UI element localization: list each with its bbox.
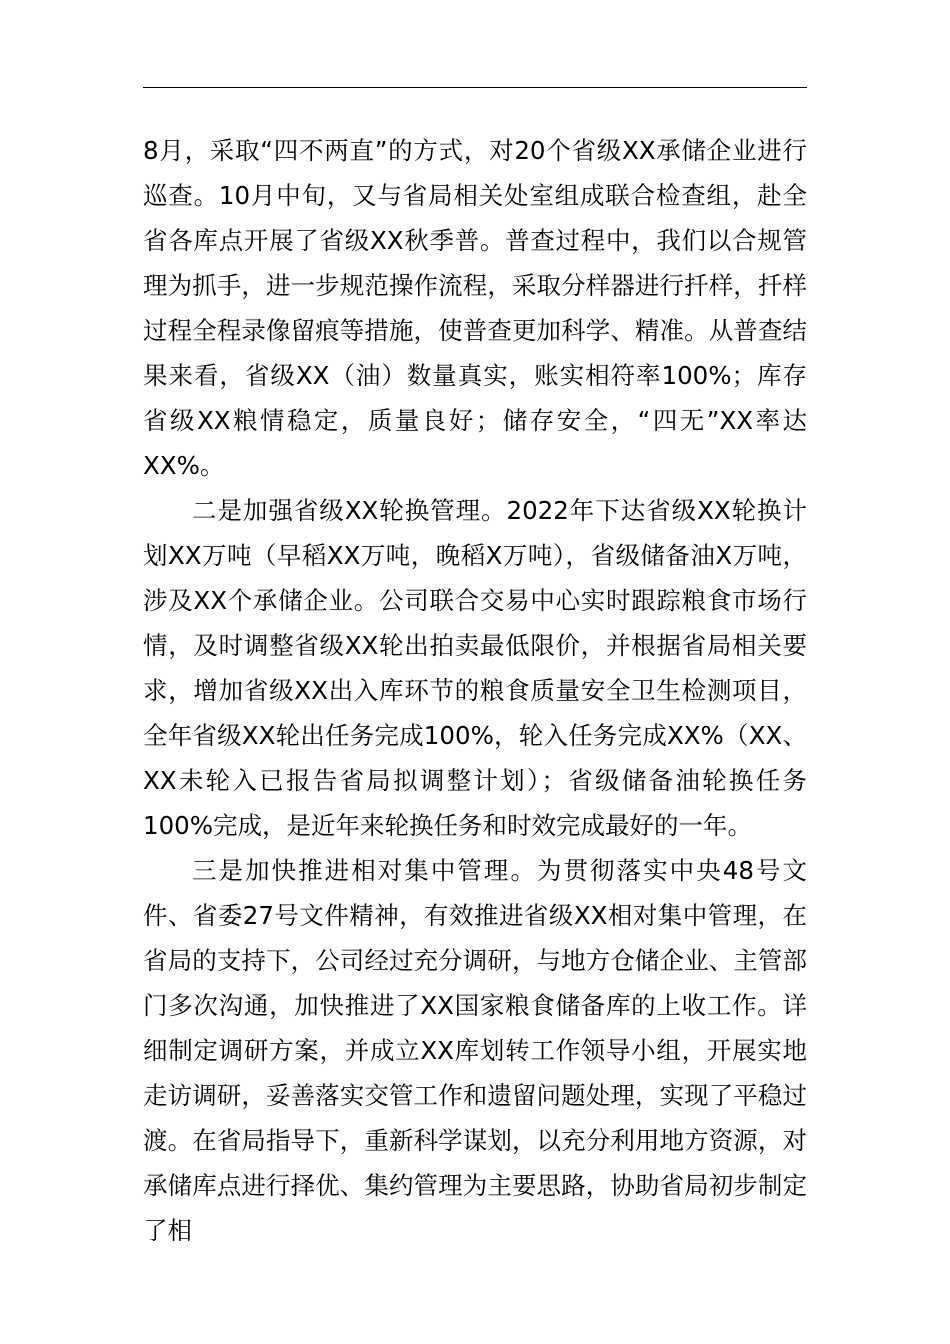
- paragraph-rotation-management: 二是加强省级XX轮换管理。2022年下达省级XX轮换计划XX万吨（早稻XX万吨，晚稻X万吨），省级储备油X万吨，涉及XX个承储企业。公司联合交易中心实时跟踪粮食市场行情，及时调整省级XX轮出拍卖最低限价，并根据省局相关要求，增加省级XX出入库环节的粮食质量安全卫生检测项目，全年省级XX轮出任务完成100%，轮入任务完成XX%（XX、XX未轮入已报告省局拟调整计划）；省级储备油轮换任务100%完成，是近年来轮换任务和时效完成最好的一年。: [143, 496, 807, 840]
- header-rule: [143, 87, 807, 88]
- paragraph-centralized-management: 三是加快推进相对集中管理。为贯彻落实中央48号文件、省委27号文件精神，有效推进省级XX相对集中管理，在省局的支持下，公司经过充分调研，与地方仓储企业、主管部门多次沟通，加快推进了XX国家粮食储备库的上收工作。详细制定调研方案，并成立XX库划转工作领导小组，开展实地走访调研，妥善落实交管工作和遗留问题处理，实现了平稳过渡。在省局指导下，重新科学谋划，以充分利用地方资源，对承储库点进行择优、集约管理为主要思路，协助省局初步制定了相: [143, 856, 807, 1245]
- document-body: [143, 128, 807, 1253]
- paragraph-inspection: 8月，采取“四不两直”的方式，对20个省级XX承储企业进行巡查。10月中旬，又与省局相关处室组成联合检查组，赴全省各库点开展了省级XX秋季普。普查过程中，我们以合规管理为抓手，进一步规范操作流程，采取分样器进行扦样，扦样过程全程录像留痕等措施，使普查更加科学、精准。从普查结果来看，省级XX（油）数量真实，账实相符率100%；库存省级XX粮情稳定，质量良好；储存安全，“四无”XX率达XX%。: [143, 136, 807, 480]
